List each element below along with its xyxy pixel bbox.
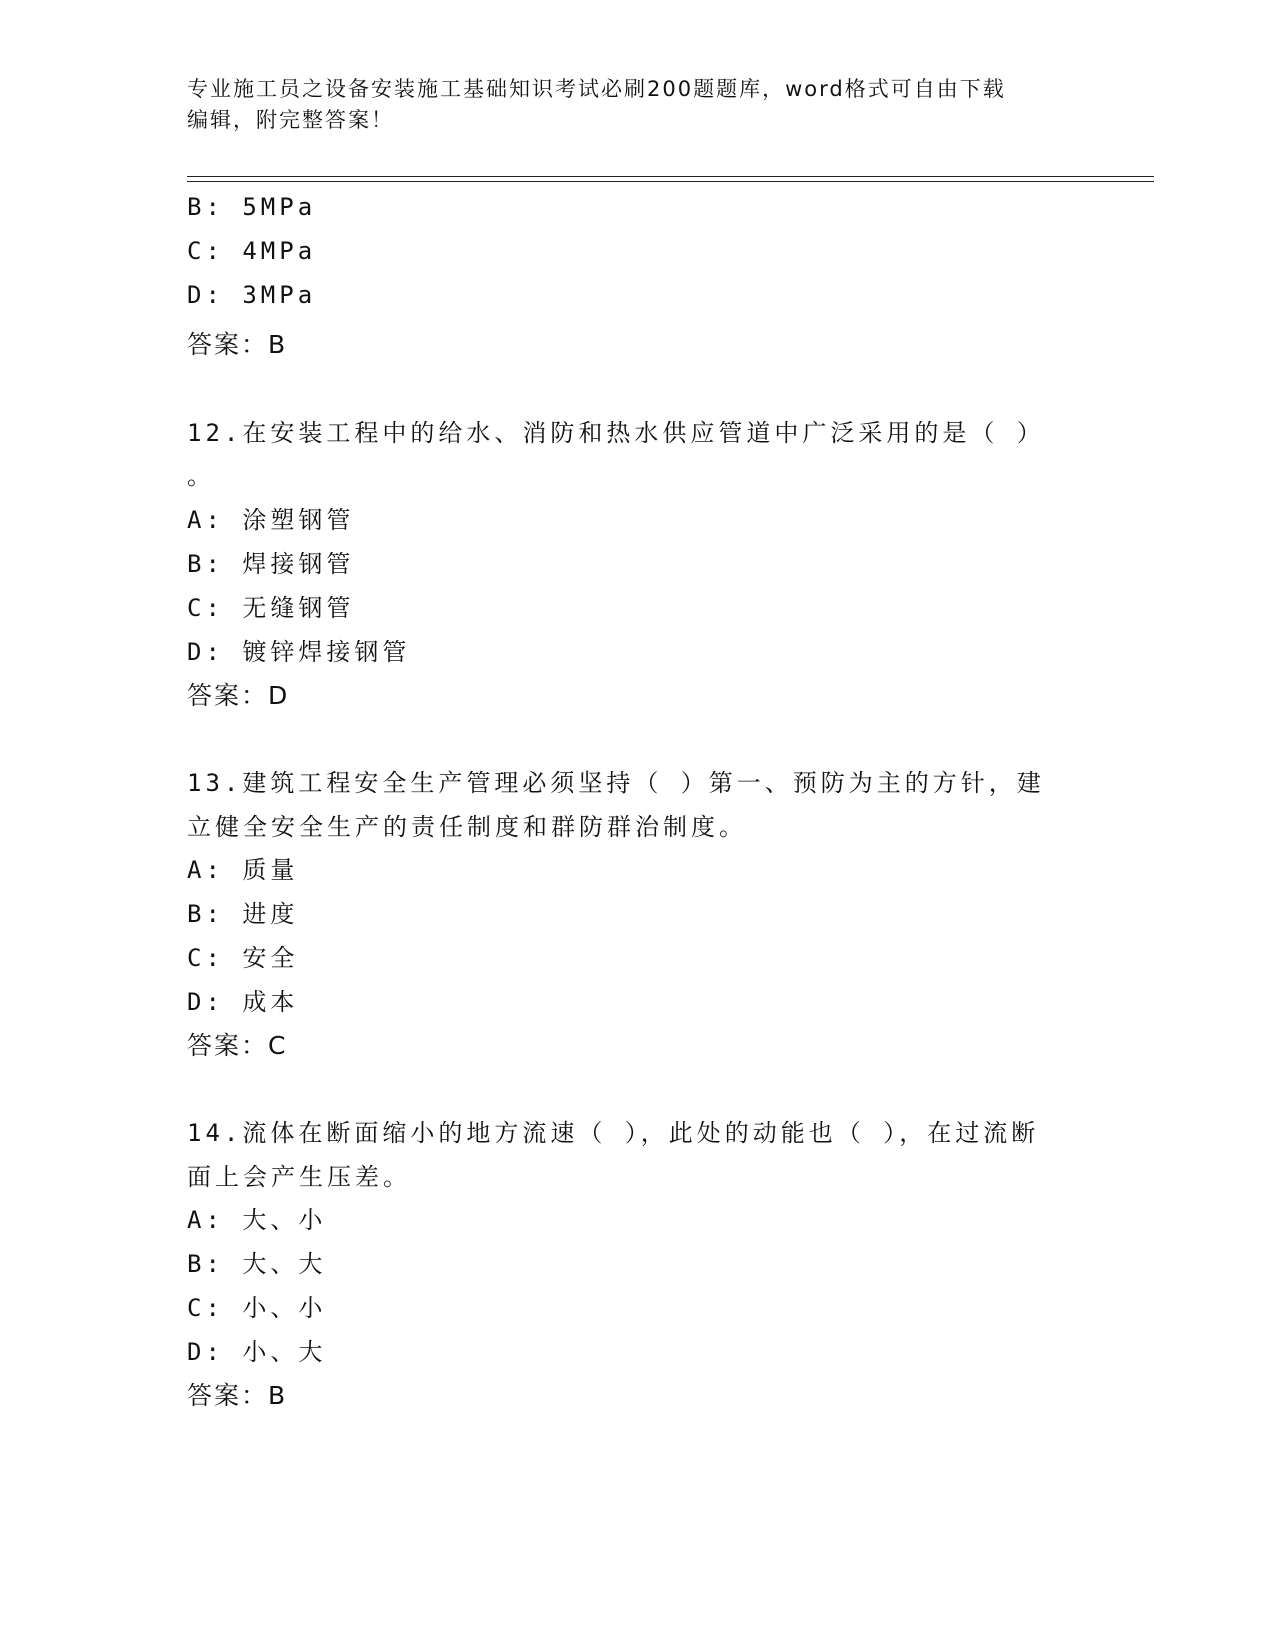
q13-option-b: B: 进度 — [187, 900, 299, 928]
q12-option-d: D: 镀锌焊接钢管 — [187, 638, 411, 666]
q12-option-a: A: 涂塑钢管 — [187, 506, 355, 534]
q14-option-b: B: 大、大 — [187, 1250, 327, 1278]
q14-option-d: D: 小、大 — [187, 1338, 327, 1366]
q12-stem-line-2: 。 — [187, 462, 215, 490]
header-title-line-2: 编辑，附完整答案！ — [187, 108, 394, 132]
q12-answer: 答案：D — [187, 681, 290, 710]
q14-stem-line-1: 14.流体在断面缩小的地方流速（ ），此处的动能也（ ），在过流断 — [187, 1119, 1040, 1147]
q13-option-a: A: 质量 — [187, 856, 299, 884]
header-divider-top — [187, 176, 1154, 177]
q13-stem-line-1: 13.建筑工程安全生产管理必须坚持（ ）第一、预防为主的方针，建 — [187, 769, 1045, 797]
q13-stem-line-2: 立健全安全生产的责任制度和群防群治制度。 — [187, 813, 747, 841]
q11-option-b: B: 5MPa — [187, 193, 317, 221]
q12-stem-line-1: 12.在安装工程中的给水、消防和热水供应管道中广泛采用的是（ ） — [187, 419, 1045, 447]
q11-option-c: C: 4MPa — [187, 237, 317, 265]
header-divider-bottom — [187, 181, 1154, 182]
q11-answer: 答案：B — [187, 330, 288, 359]
q12-option-c: C: 无缝钢管 — [187, 594, 355, 622]
q13-option-d: D: 成本 — [187, 988, 299, 1016]
q13-option-c: C: 安全 — [187, 944, 299, 972]
q11-option-d: D: 3MPa — [187, 281, 317, 309]
q12-option-b: B: 焊接钢管 — [187, 550, 355, 578]
document-header — [187, 74, 1067, 136]
q13-answer: 答案：C — [187, 1031, 288, 1060]
q14-option-c: C: 小、小 — [187, 1294, 327, 1322]
q14-option-a: A: 大、小 — [187, 1206, 327, 1234]
q14-stem-line-2: 面上会产生压差。 — [187, 1163, 411, 1191]
header-title-line-1: 专业施工员之设备安装施工基础知识考试必刷200题题库，word格式可自由下载 — [187, 77, 1006, 101]
q14-answer: 答案：B — [187, 1381, 288, 1410]
